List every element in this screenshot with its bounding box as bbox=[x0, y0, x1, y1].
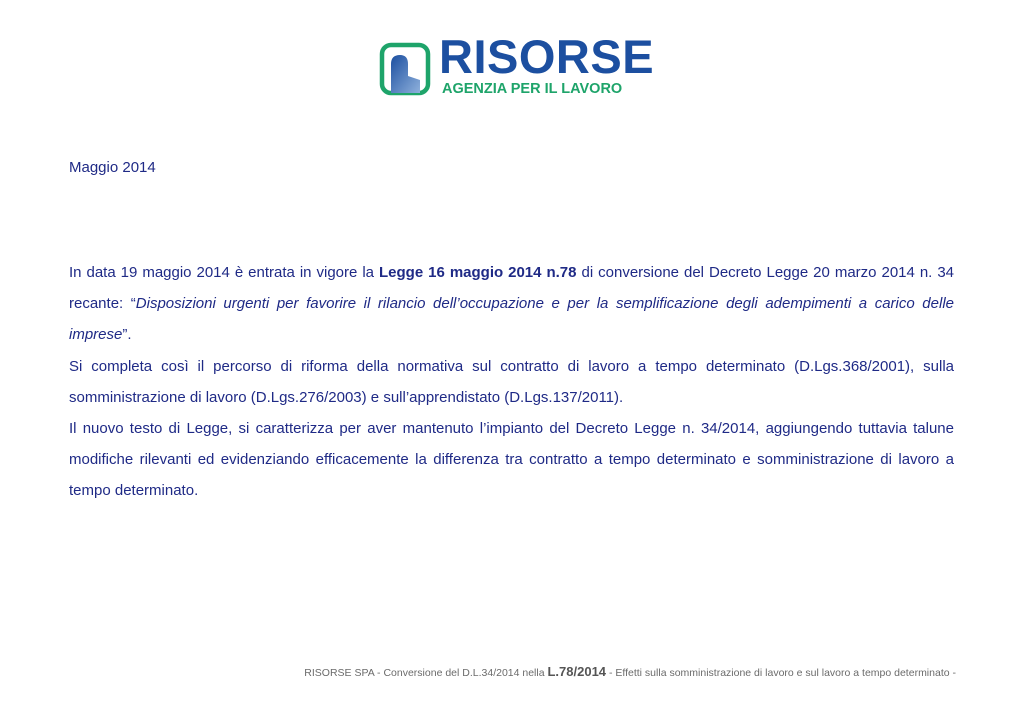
paragraph-law-intro bbox=[69, 257, 954, 351]
paragraph-end: ”. bbox=[122, 326, 132, 344]
logo-tagline: AGENZIA PER IL LAVORO bbox=[442, 81, 623, 97]
document-body bbox=[69, 257, 954, 507]
company-logo bbox=[379, 30, 655, 98]
paragraph-new-text: Il nuovo testo di Legge, si caratterizza per aver mantenuto l’impianto del Decreto Legge n. 34/2014, aggiungendo tuttavia talune modifiche rilevanti ed evidenziando efficacemente la differenza tra contratto a tempo determinato e somministrazione di lavoro a tempo determinato. bbox=[69, 420, 954, 500]
logo-name: RISORSE bbox=[439, 30, 655, 83]
paragraph-after-law: di conversione del Decreto Legge 20 marzo 2014 n. 34 recante: “ bbox=[69, 264, 955, 313]
law-title-quote: Disposizioni urgenti per favorire il rilancio dell’occupazione e per la semplificazione degli adempimenti a carico delle imprese bbox=[69, 295, 954, 344]
footer-text-before: RISORSE SPA - Conversione del D.L.34/2014 nella bbox=[304, 667, 548, 679]
footer-law: L.78/2014 bbox=[547, 664, 607, 679]
law-reference: Legge 16 maggio 2014 n.78 bbox=[379, 264, 577, 281]
footer-text-after: - Effetti sulla somministrazione di lavoro e sul lavoro a tempo determinato - bbox=[606, 667, 956, 679]
page-footer bbox=[304, 664, 956, 679]
document-date: Maggio 2014 bbox=[69, 159, 156, 176]
paragraph-intro-text: In data 19 maggio 2014 è entrata in vigore la bbox=[69, 264, 379, 281]
risorse-door-logo-icon bbox=[379, 42, 431, 96]
paragraph-reform: Si completa così il percorso di riforma della normativa sul contratto di lavoro a tempo determinato (D.Lgs.368/2001), sulla somministrazione di lavoro (D.Lgs.276/2003) e sull’apprendistato (D.Lgs.137/2011). bbox=[69, 357, 954, 406]
